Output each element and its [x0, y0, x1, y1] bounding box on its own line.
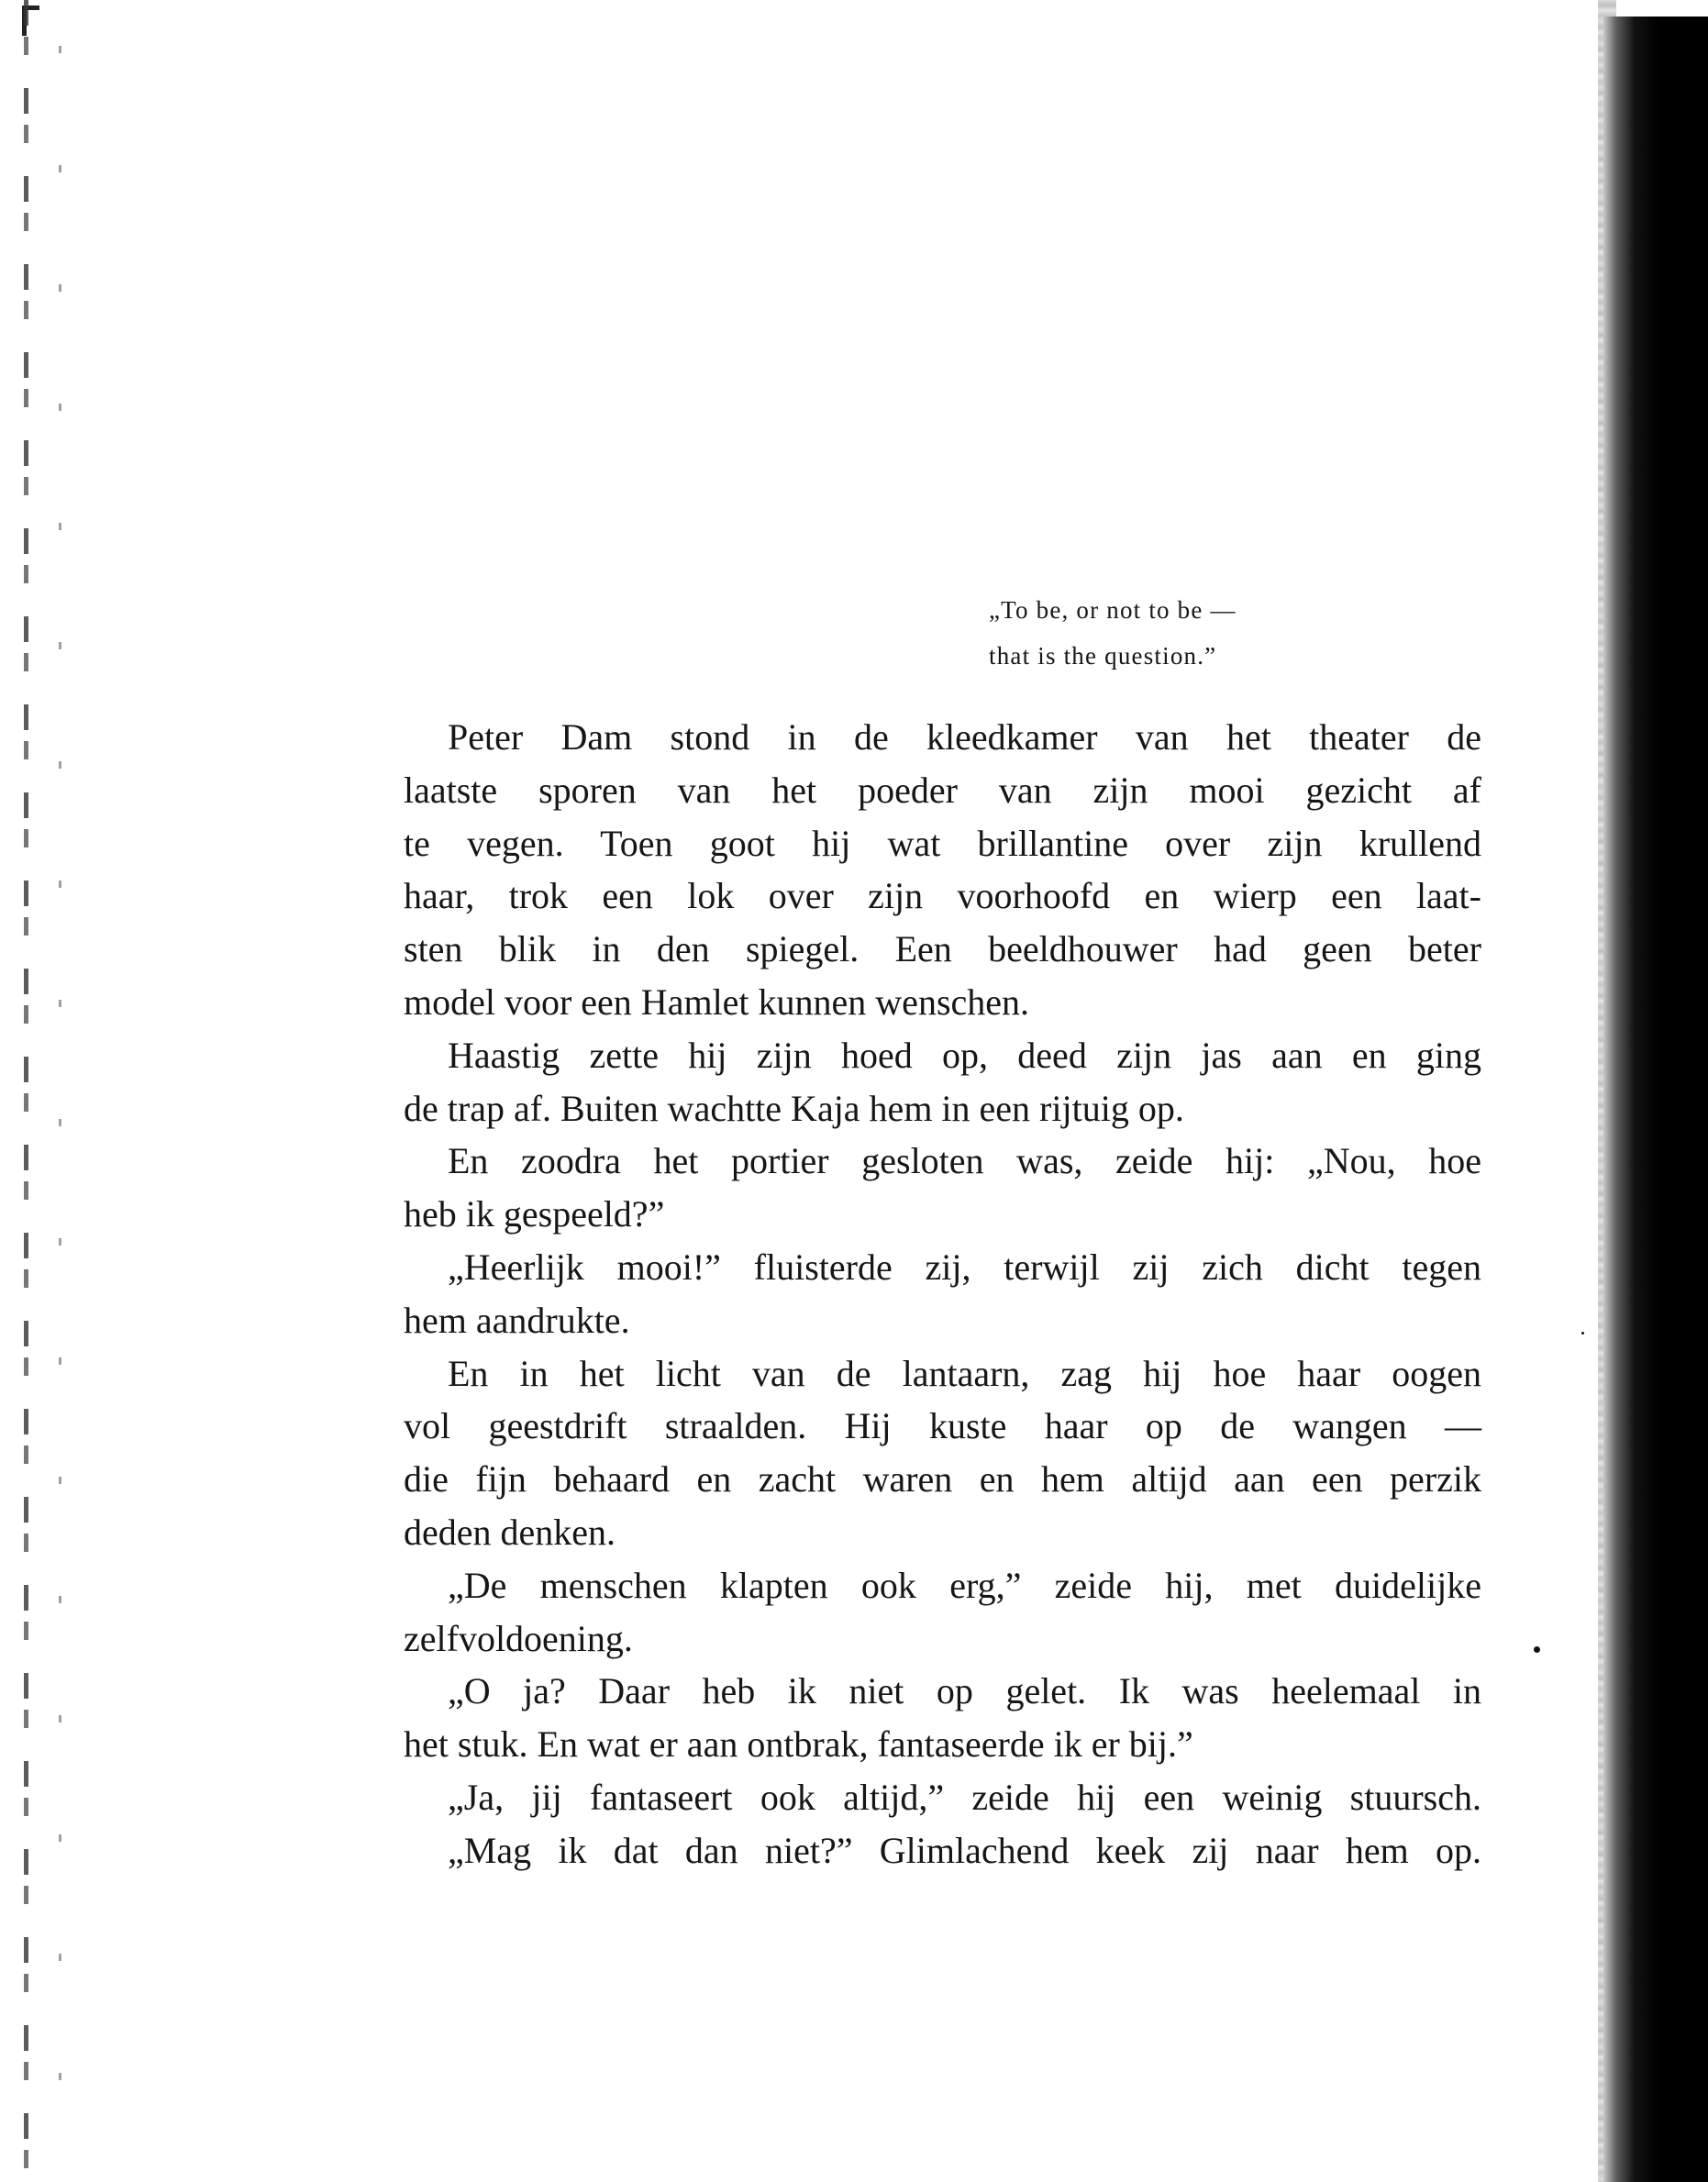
- body-text: [404, 711, 1481, 1877]
- text-line: „De menschen klapten ook erg,” zeide hij, met duidelijke: [448, 1564, 1481, 1606]
- text-line: „Ja, jij fantaseert ook altijd,” zeide hij een weinig stuursch.: [448, 1776, 1481, 1818]
- text-line: En in het licht van de lantaarn, zag hij hoe haar oogen: [448, 1352, 1481, 1394]
- paragraph: [404, 1771, 1481, 1824]
- text-line: laatste sporen van het poeder van zijn mooi gezicht af: [404, 769, 1481, 811]
- text-line: sten blik in den spiegel. Een beeldhouwer had geen beter: [404, 928, 1481, 970]
- scan-left-edge-faint: [59, 0, 61, 2182]
- text-line: deden denken.: [404, 1511, 616, 1553]
- text-line: „Mag ik dat dan niet?” Glimlachend keek zij naar hem op.: [448, 1829, 1481, 1871]
- scan-speck: [1581, 1332, 1584, 1335]
- paragraph: [404, 1135, 1481, 1241]
- text-line: hem aandrukte.: [404, 1299, 630, 1341]
- text-line: „Heerlijk mooi!” fluisterde zij, terwijl zij zich dicht tegen: [448, 1246, 1481, 1288]
- scan-right-shadow: [1603, 17, 1708, 2182]
- text-line: de trap af. Buiten wachtte Kaja hem in een rijtuig op.: [404, 1087, 1184, 1129]
- scan-left-edge: [24, 0, 28, 2182]
- text-line: vol geestdrift straalden. Hij kuste haar op de wangen —: [404, 1405, 1481, 1447]
- epigraph-line: that is the question.”: [989, 642, 1217, 670]
- epigraph: [989, 587, 1237, 679]
- epigraph-line: „To be, or not to be —: [989, 596, 1237, 624]
- scan-speck: [1534, 1646, 1540, 1653]
- text-line: „O ja? Daar heb ik niet op gelet. Ik was heelemaal in: [448, 1670, 1481, 1712]
- text-line: Haastig zette hij zijn hoed op, deed zijn jas aan en ging: [448, 1034, 1481, 1076]
- paragraph: [404, 1347, 1481, 1559]
- text-line: heb ik gespeeld?”: [404, 1193, 665, 1235]
- text-line: te vegen. Toen goot hij wat brillantine over zijn krullend: [404, 822, 1481, 864]
- text-line: het stuk. En wat er aan ontbrak, fantaseerde ik er bij.”: [404, 1723, 1193, 1766]
- paragraph: [404, 711, 1481, 1029]
- text-line: haar, trok een lok over zijn voorhoofd en wierp een laat-: [404, 875, 1481, 917]
- text-line: die fijn behaard en zacht waren en hem altijd aan een perzik: [404, 1458, 1481, 1501]
- text-line: Peter Dam stond in de kleedkamer van het theater de: [448, 716, 1481, 758]
- paragraph: [404, 1824, 1481, 1877]
- paragraph: [404, 1241, 1481, 1347]
- paragraph: [404, 1559, 1481, 1666]
- paragraph: [404, 1029, 1481, 1135]
- text-line: model voor een Hamlet kunnen wenschen.: [404, 980, 1030, 1023]
- text-line: En zoodra het portier gesloten was, zeide hij: „Nou, hoe: [448, 1140, 1481, 1182]
- paragraph: [404, 1665, 1481, 1771]
- text-line: zelfvoldoening.: [404, 1617, 633, 1659]
